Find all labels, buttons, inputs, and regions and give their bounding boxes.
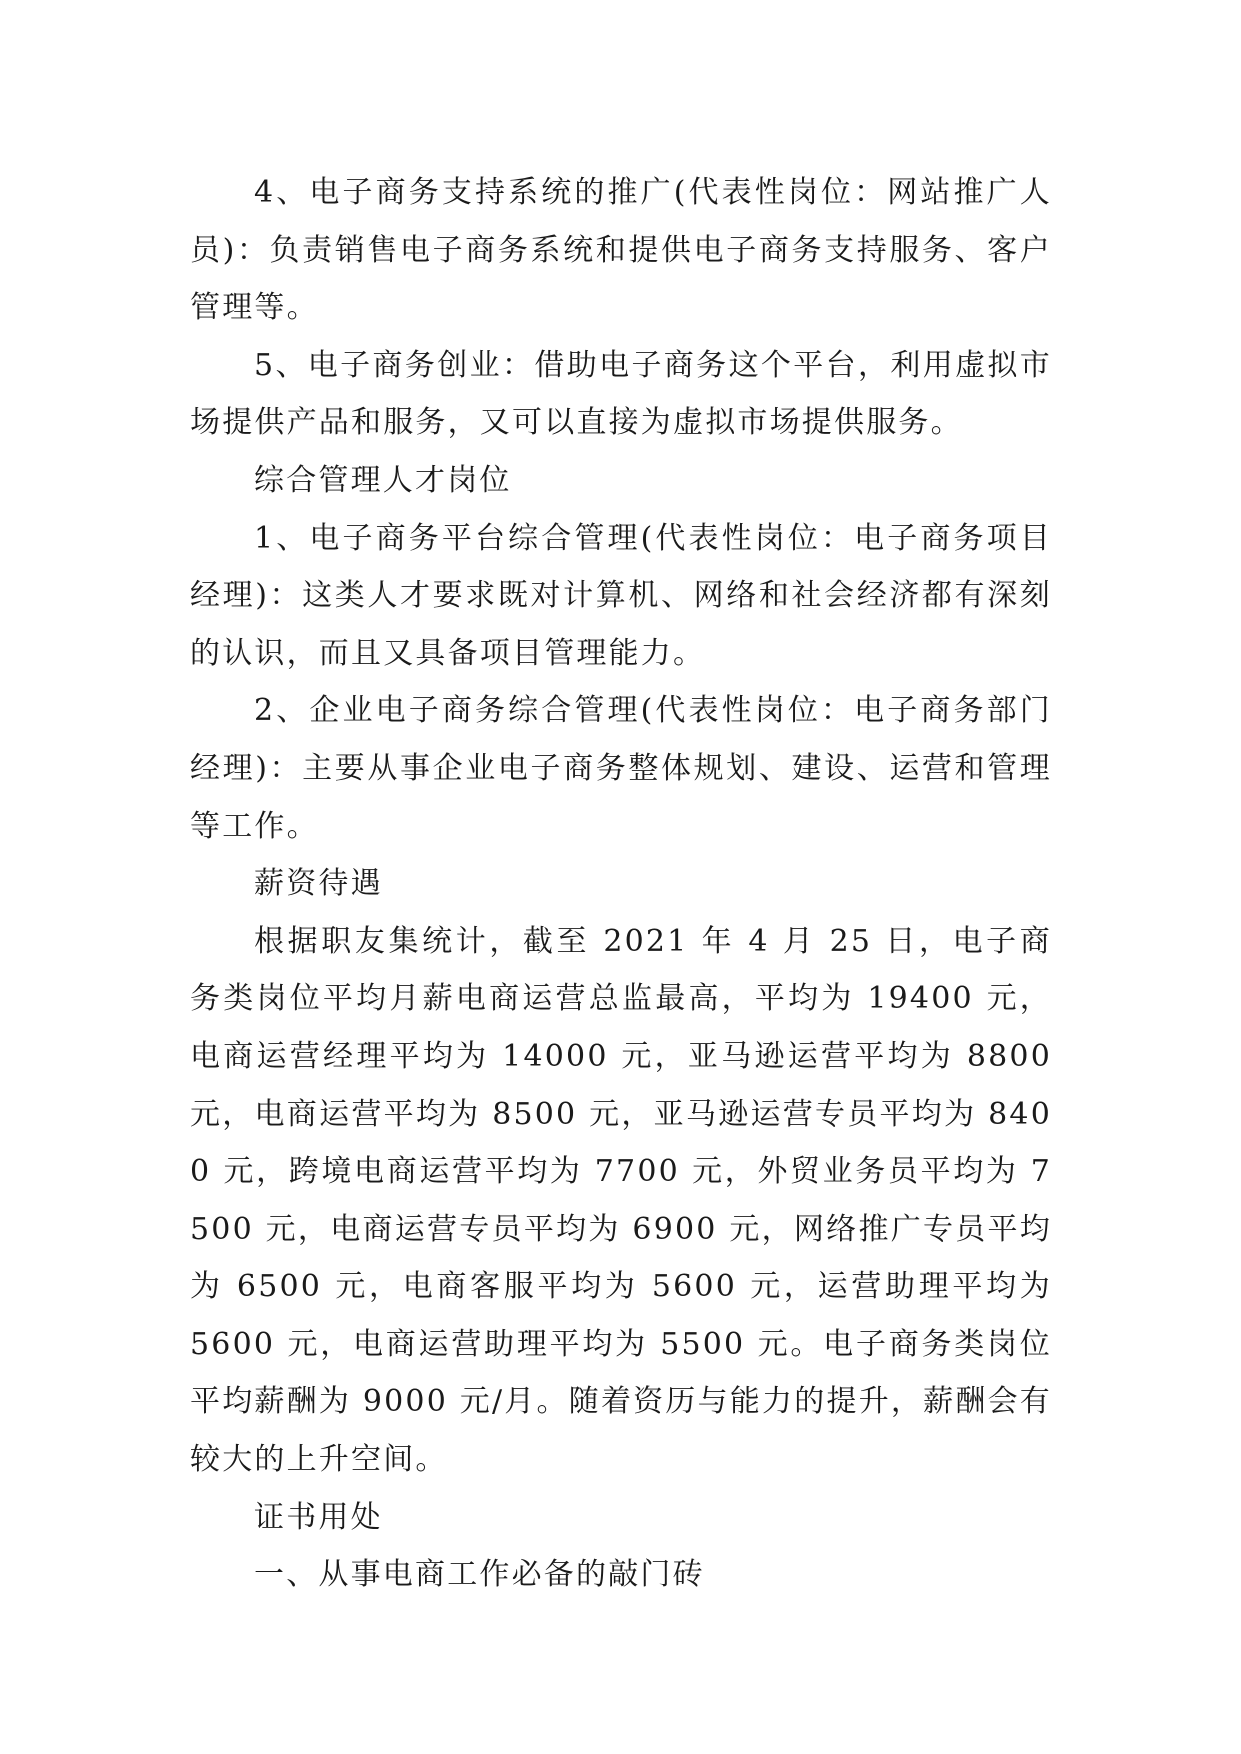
paragraph-salary-statistics: 根据职友集统计，截至 2021 年 4 月 25 日，电子商务类岗位平均月薪电商运营总监最高，平均为 19400 元，电商运营经理平均为 14000 元，亚马逊运营平均为 8800 元，电商运营平均为 8500 元，亚马逊运营专员平均为 8400 元，跨境电商运营平均为 7700 元，外贸业务员平均为 7500 元，电商运营专员平均为 6900 元，网络推广专员平均为 6500 元，电商客服平均为 5600 元，运营助理平均为 5600 元，电商运营助理平均为 5500 元。电子商务类岗位平均薪酬为 9000 元/月。随着资历与能力的提升，薪酬会有较大的上升空间。 <box>190 923 1052 1478</box>
paragraph-platform-management: 1、电子商务平台综合管理(代表性岗位：电子商务项目经理)：这类人才要求既对计算机、网络和社会经济都有深刻的认识，而且又具备项目管理能力。 <box>190 520 1052 671</box>
paragraph-promotion-role: 4、电子商务支持系统的推广(代表性岗位：网站推广人员)：负责销售电子商务系统和提供电子商务支持服务、客户管理等。 <box>190 175 1052 326</box>
section-heading-salary: 薪资待遇 <box>254 866 383 902</box>
section-heading-certificate-use: 证书用处 <box>254 1499 383 1535</box>
document-body <box>190 164 1052 1604</box>
paragraph-entrepreneurship: 5、电子商务创业：借助电子商务这个平台，利用虚拟市场提供产品和服务，又可以直接为虚拟市场提供服务。 <box>190 347 1052 441</box>
paragraph-enterprise-management: 2、企业电子商务综合管理(代表性岗位：电子商务部门经理)：主要从事企业电子商务整体规划、建设、运营和管理等工作。 <box>190 693 1052 844</box>
paragraph-certificate-point-one: 一、从事电商工作必备的敲门砖 <box>254 1557 705 1593</box>
section-heading-management-roles: 综合管理人才岗位 <box>254 462 512 498</box>
